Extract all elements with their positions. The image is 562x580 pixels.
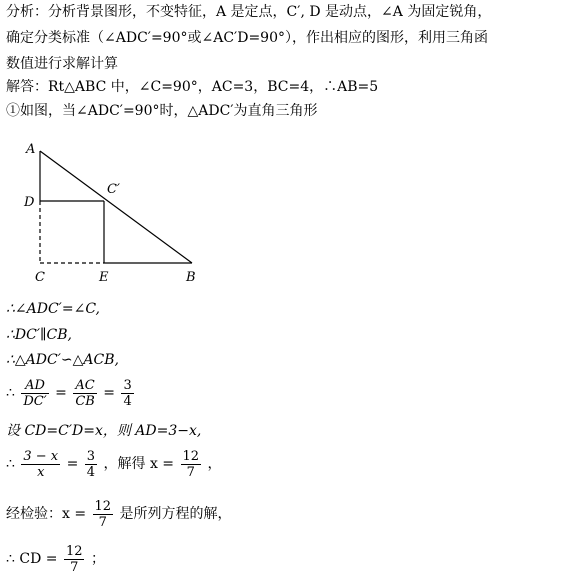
cd-suffix: ； — [90, 551, 105, 567]
fraction-denominator: 7 — [186, 464, 195, 480]
fraction-numerator: 3 − x — [23, 448, 59, 464]
fraction-numerator: AD — [21, 378, 48, 394]
fraction-12-7 — [93, 499, 114, 530]
segment-AB — [40, 151, 192, 263]
label-D: D — [24, 195, 35, 210]
step-1: ∴∠ADC′=∠C, — [6, 301, 100, 317]
fraction-numerator: AC — [73, 378, 97, 394]
equals-sign: = — [103, 385, 116, 401]
fraction-numerator: 12 — [182, 448, 200, 464]
solution-line-1: 解答：Rt△ABC 中，∠C=90°，AC=3，BC=4，∴AB=5 — [6, 79, 379, 95]
step-7 — [6, 497, 232, 531]
label-C: C — [35, 270, 45, 285]
fraction-denominator: x — [37, 464, 45, 480]
check-prefix: 经检验：x = — [6, 506, 87, 522]
fraction-numerator: 3 — [123, 377, 132, 393]
fraction-AC-CB — [73, 378, 97, 409]
triangle-figure — [0, 135, 562, 295]
analysis-line-2: 确定分类标准（∠ADC′=90°或∠AC′D=90°），作出相应的图形，利用三角函 — [6, 30, 489, 46]
check-suffix: 是所列方程的解， — [119, 506, 232, 522]
cd-prefix: ∴ CD = — [6, 551, 58, 567]
fraction-denominator: 7 — [98, 514, 107, 530]
fraction-numerator: 12 — [65, 543, 83, 559]
equals-sign: = — [55, 385, 67, 401]
trailing-comma: ， — [207, 456, 222, 472]
step-3: ∴△ADC′∽△ACB, — [6, 352, 119, 368]
fraction-denominator: 7 — [70, 559, 79, 575]
fraction-numerator: 12 — [94, 498, 112, 514]
fraction-12-7 — [181, 449, 202, 480]
fraction-12-7 — [64, 544, 85, 575]
therefore-symbol: ∴ — [6, 456, 15, 472]
therefore-symbol: ∴ — [6, 385, 15, 401]
fraction-denominator: 4 — [123, 393, 132, 409]
step-6 — [6, 447, 222, 481]
fraction-denominator: CB — [75, 393, 95, 409]
fraction-denominator: 4 — [86, 464, 96, 480]
label-E: E — [99, 270, 109, 285]
step-4 — [6, 376, 136, 410]
fraction-numerator: 3 — [86, 448, 96, 464]
equals-sign: = — [66, 456, 79, 472]
label-B: B — [186, 270, 196, 285]
solve-text: ，解得 x = — [103, 456, 175, 472]
step-5: 设 CD=C′D=x，则 AD=3−x, — [6, 423, 202, 439]
solution-line-2: ①如图，当∠ADC′=90°时，△ADC′为直角三角形 — [6, 103, 318, 119]
analysis-line-3: 数值进行求解计算 — [6, 56, 118, 72]
analysis-line-1: 分析：分析背景图形，不变特征，A 是定点，C′, D 是动点，∠A 为固定锐角， — [6, 4, 492, 20]
fraction-denominator: DC′ — [23, 393, 47, 409]
label-Cp: C′ — [107, 182, 120, 197]
label-A: A — [26, 142, 36, 157]
step-8 — [6, 542, 105, 576]
fraction-3-4 — [85, 449, 97, 480]
step-2: ∴DC′∥CB, — [6, 327, 72, 343]
fraction-3minusx-x — [21, 449, 60, 480]
fraction-AD-DCp — [21, 378, 48, 409]
fraction-3-4 — [121, 378, 133, 409]
